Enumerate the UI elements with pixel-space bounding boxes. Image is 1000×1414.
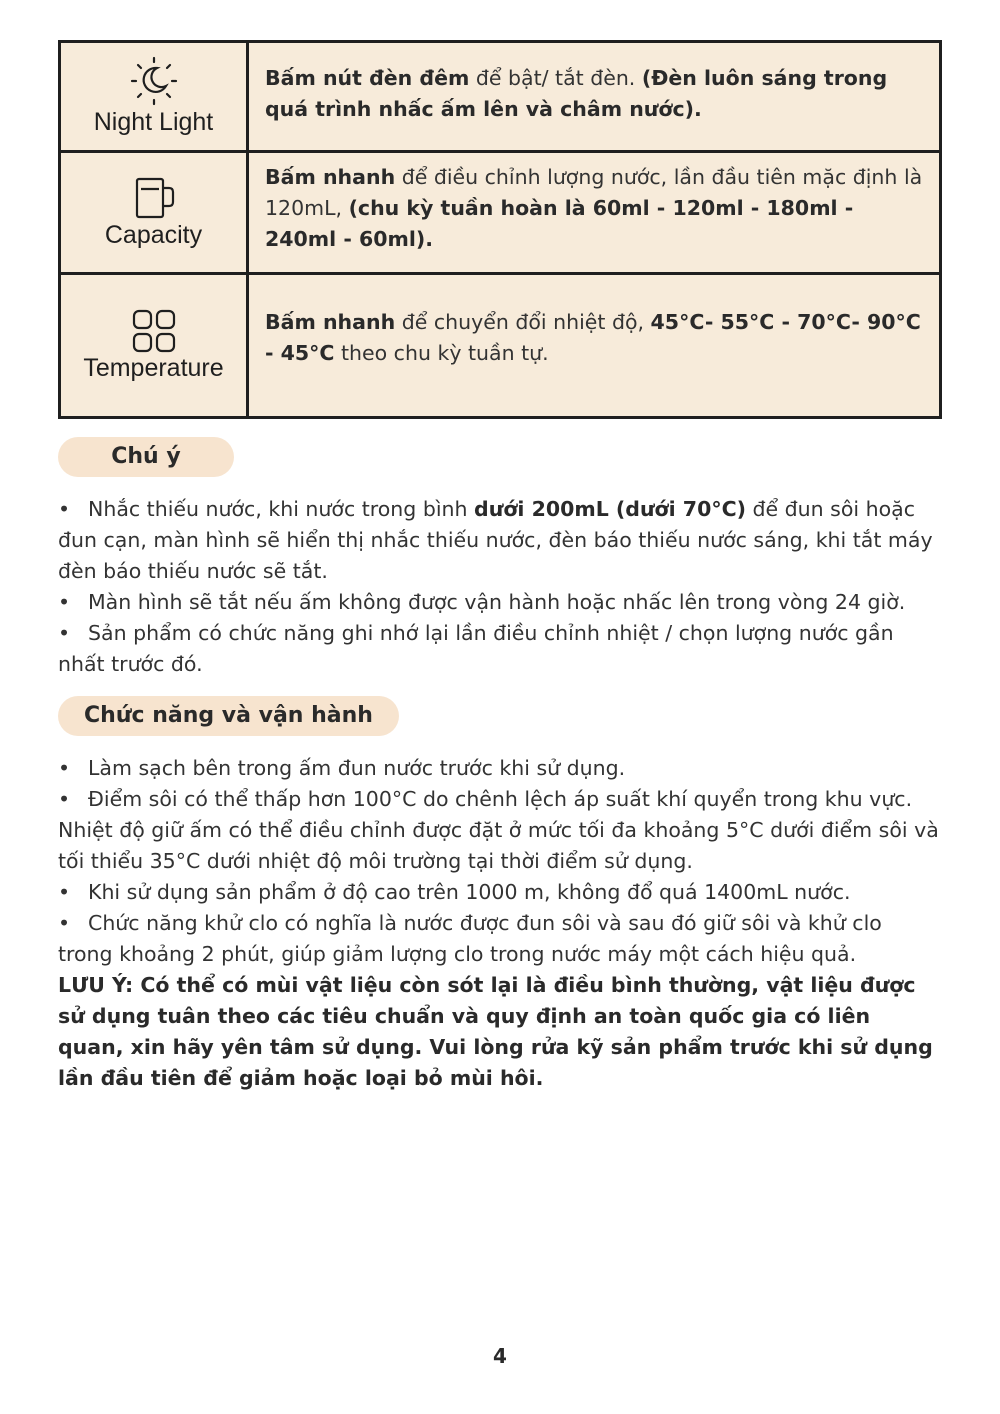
table-row-temperature (60, 274, 941, 418)
desc-temperature-part1: Bấm nhanh (265, 310, 396, 334)
desc-night-light-part1: Bấm nút đèn đêm (265, 66, 470, 90)
ops-3-text: Khi sử dụng sản phẩm ở độ cao trên 1000 m, không đổ quá 1400mL nước. (88, 880, 851, 904)
note-section-title: Chú ý (58, 437, 234, 477)
bullet-marker: • (58, 787, 71, 811)
desc-temperature (248, 274, 941, 418)
operations-bullet-list (58, 753, 942, 1094)
operations-section-title: Chức năng và vận hành (58, 696, 399, 736)
ops-1-text: Làm sạch bên trong ấm đun nước trước khi sử dụng. (88, 756, 626, 780)
bullet-marker: • (58, 880, 71, 904)
desc-capacity (248, 152, 941, 274)
table-row-night-light (60, 42, 941, 152)
bullet-marker: • (58, 756, 71, 780)
night-light-icon (126, 56, 182, 108)
bullet-marker: • (58, 497, 71, 521)
list-item (58, 908, 942, 970)
note-3-text: Sản phẩm có chức năng ghi nhớ lại lần điều chỉnh nhiệt / chọn lượng nước gần nhất trước đó. (58, 621, 894, 676)
desc-night-light-part3: (Đèn luôn sáng trong quá trình nhấc ấm lên và châm nước). (265, 66, 888, 121)
list-item (58, 587, 942, 618)
note-2-text: Màn hình sẽ tắt nếu ấm không được vận hành hoặc nhấc lên trong vòng 24 giờ. (88, 590, 906, 614)
temperature-grid-icon (131, 308, 177, 354)
desc-capacity-part2: để điều chỉnh lượng nước, lần đầu tiên mặc định là 120mL, (265, 165, 923, 220)
bullet-marker: • (58, 590, 71, 614)
function-table (58, 40, 942, 419)
page-number: 4 (493, 1344, 507, 1368)
list-item (58, 753, 942, 784)
list-item (58, 494, 942, 587)
desc-night-light (248, 42, 941, 152)
capacity-cup-icon (131, 175, 177, 221)
note-1-part2: dưới 200mL (dưới 70°C) (474, 497, 746, 521)
desc-temperature-part4: theo chu kỳ tuần tự. (334, 341, 549, 365)
list-item (58, 877, 942, 908)
list-item (58, 784, 942, 877)
label-capacity: Capacity (104, 221, 203, 249)
desc-night-light-part2: để bật/ tắt đèn. (469, 66, 642, 90)
icon-cell-temperature (60, 274, 248, 418)
ops-4-text: Chức năng khử clo có nghĩa là nước được đun sôi và sau đó giữ sôi và khử clo trong khoảng 2 phút, giúp giảm lượng clo trong nước máy một cách hiệu quả. (58, 911, 882, 966)
bullet-marker: • (58, 911, 71, 935)
icon-cell-capacity (60, 152, 248, 274)
note-1-part1: Nhắc thiếu nước, khi nước trong bình (88, 497, 475, 521)
ops-2-text: Điểm sôi có thể thấp hơn 100°C do chênh lệch áp suất khí quyển trong khu vực. Nhiệt độ giữ ấm có thể điều chỉnh được đặt ở mức tối đa khoảng 5°C dưới điểm sôi và tối thiểu 35°C dưới nhiệt độ môi trường tại thời điểm sử dụng. (58, 787, 939, 873)
desc-capacity-part1: Bấm nhanh (265, 165, 396, 189)
desc-temperature-part2: để chuyển đổi nhiệt độ, (395, 310, 651, 334)
warning-note: LƯU Ý: Có thể có mùi vật liệu còn sót lại là điều bình thường, vật liệu được sử dụng tuân theo các tiêu chuẩn và quy định an toàn quốc gia có liên quan, xin hãy yên tâm sử dụng. Vui lòng rửa kỹ sản phẩm trước khi sử dụng lần đầu tiên để giảm hoặc loại bỏ mùi hôi. (58, 973, 933, 1090)
table-row-capacity (60, 152, 941, 274)
desc-temperature-part3: 45°C- 55°C - 70°C- 90°C - 45°C (265, 310, 921, 365)
list-item (58, 618, 942, 680)
bullet-marker: • (58, 621, 71, 645)
note-1-part3: để đun sôi hoặc đun cạn, màn hình sẽ hiển thị nhắc thiếu nước, đèn báo thiếu nước sáng, khi tắt máy đèn báo thiếu nước sẽ tắt. (58, 497, 933, 583)
note-bullet-list (58, 494, 942, 680)
desc-capacity-part3: (chu kỳ tuần hoàn là 60ml - 120ml - 180ml - 240ml - 60ml). (265, 196, 854, 251)
label-temperature: Temperature (83, 354, 224, 382)
icon-cell-night-light (60, 42, 248, 152)
label-night-light: Night Light (93, 108, 214, 136)
